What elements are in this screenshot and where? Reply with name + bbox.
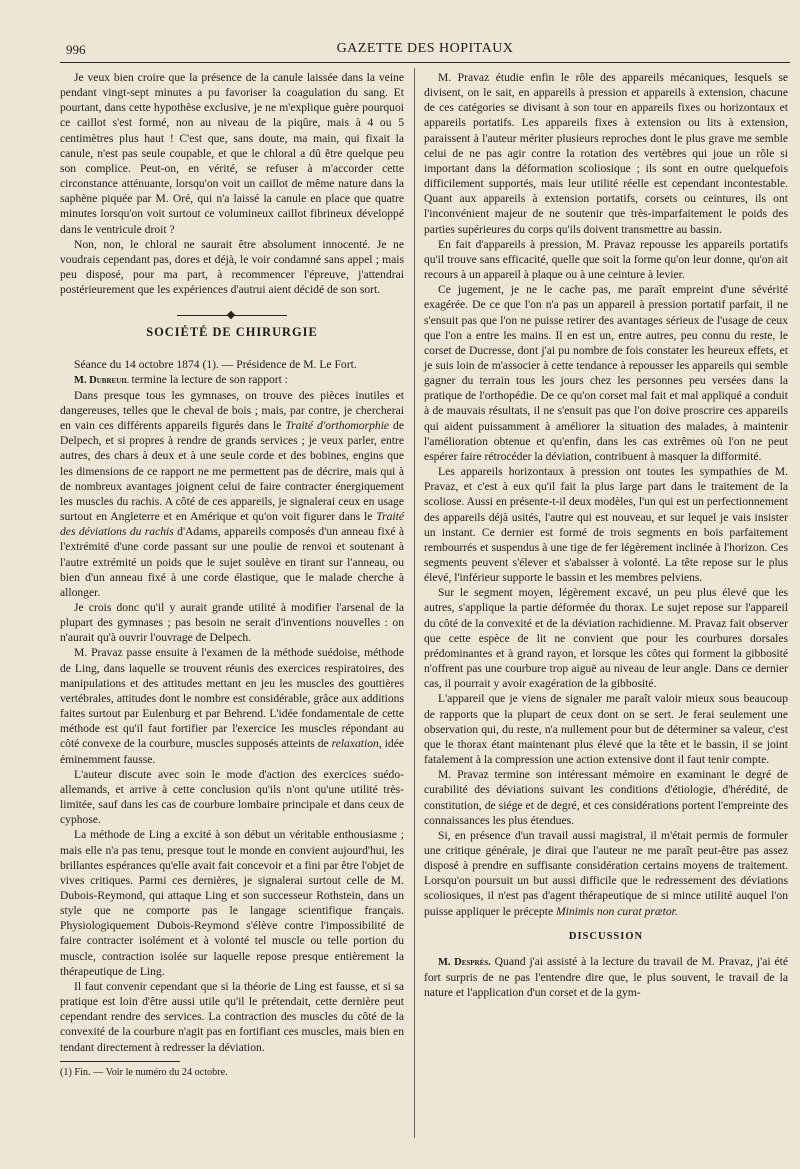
section-ornament <box>177 311 287 319</box>
paragraph <box>60 645 404 766</box>
paragraph-text: Si, en présence d'un travail aussi magistral, il m'était permis de formuler une critique générale, je dirai que l'auteur ne me paraît peut-être pas assez disposé à prendre en suffisante considération certains moyens de traitement. Lorsqu'on poursuit un but aussi difficile que le redressement des déviations scoliosiques, il n'est pas d'agent thérapeutique de si mince utilité auquel l'on puisse appliquer le précepte <box>424 828 788 918</box>
italic-term: relaxation <box>331 737 379 751</box>
paragraph: M. Pravaz étudie enfin le rôle des appareils mécaniques, lesquels se divisent, on le sait, en appareils à pression et appareils à extension, chacune de ces catégories se divisant à son tour en appareils fixes ou horizontaux et appareils portatifs. Les appareils fixes à extension ou lits à extension, paraissent à l'auteur mériter plusieurs reproches dont le plus grave me semble celui de ne pas agir contre la rotation des vertèbres qui joue un rôle si important dans la déformation scoliosique ; ils sont en outre quelquefois difficilement supportés, mais leur utilité réelle est cependant incontestable. Quant aux appareils à extension portatifs, corsets ou ceintures, ils ont l'inconvénient majeur de ne soutenir que très-imparfaitement le poids des parties supérieures du corps qu'ils doivent transmettre au bassin. <box>424 71 788 236</box>
paragraph: Non, non, le chloral ne saurait être absolument innocenté. Je ne voudrais cependant pas, dores et déjà, le voir condamné sans appel ; mais peu disposé, pour ma part, à recommencer l'épreuve, j'attendrai postérieurement que les expériences d'autrui aient décidé de son sort. <box>60 237 404 297</box>
paragraph-text: termine la lecture de son rapport : <box>128 372 288 386</box>
footnote: (1) Fin. — Voir le numéro du 24 octobre. <box>60 1066 228 1078</box>
paragraph-text: Dans presque tous les gymnases, on trouve des pièces inutiles et dangereuses, telles que le cheval de bois ; mais, par contre, je chercherai en vain ces différents appareils figurés dans le <box>60 388 404 433</box>
paragraph <box>424 954 788 1000</box>
paragraph: La méthode de Ling a excité à son début un véritable enthousiasme ; mais elle n'a pas tenu, presque tout le monde en convient aujourd'hui, les brillantes espérances qu'elle avait fait concevoir et a fini par être l'objet de vives critiques. Parmi ces dernières, je signalerai surtout celle de M. Dubois-Reymond, qui attaque Ling et son successeur Rothstein, dans un style que ne comporte pas le langage scientifique français. Physiologiquement Dubois-Reymond s'élève contre l'impossibilité de faire contracter isolément et à volonté tel muscle ou telle portion du muscle, contraction isolée sur laquelle repose presque entièrement la thérapeutique de Ling. <box>60 828 404 978</box>
session-line: Séance du 14 octobre 1874 (1). — Présidence de M. Le Fort. <box>74 357 357 371</box>
speaker-name: M. Després. <box>438 956 491 968</box>
paragraph <box>60 372 404 388</box>
paragraph-text: Quand j'ai assisté à la lecture du travail de M. Pravaz, j'ai été fort surpris de ne pas l'entendre dire que, le plus souvent, le travail de la nature et l'application d'un corset et de la gym- <box>424 954 788 1000</box>
paragraph: M. Pravaz termine son intéressant mémoire en examinant le degré de curabilité des déviations suivant les conditions d'étiologie, d'hérédité, de constitution, de siége et de degré, et ces considérations portent l'empreinte des connaissances les plus étendues. <box>424 768 788 827</box>
paragraph: L'appareil que je viens de signaler me paraît valoir mieux sous beaucoup de rapports que la plupart de ceux dont on se sert. Je ferai seulement une observation qui, du reste, n'a nullement pour but de déterminer sa valeur, c'est que le thorax étant maintenant plus élevé que la tête et le bassin, il se joint fatalement à la compression une action extensive dont il faut tenir compte. <box>424 692 788 767</box>
paragraph-text: de Delpech, et si propres à rendre de grands services ; je veux parler, entre autres, des chars à deux et à une seule corde et des bobines, engins que les dimensions de ce rapport ne me permettent pas de décrire, mais qui à de nombreux avantages joignent celui de faire contracter énergiquement les muscles du rachis. A côté de ces appareils, je signalerai ceux en usage surtout en Angleterre et en Amérique et qu'on voit figurer dans le <box>60 419 404 524</box>
column-divider <box>414 68 415 1138</box>
paragraph: Sur le segment moyen, légèrement excavé, un peu plus élevé que les autres, s'applique la partie déformée du thorax. Le sujet repose sur l'appareil du côté de la convexité et de la déviation rachidienne. M. Pravaz fait observer que cette espèce de lit ne convient que pour les courbures dorsales prédominantes et à grand rayon, et lorsque les côtes qui forment la gibbosité n'offrent pas une courbure trop aiguë au niveau de leur angle. Dans ce dernier cas, il pourrait y avoir exagération de la gibbosité. <box>424 586 788 691</box>
speaker-name: M. Dubreuil <box>74 374 129 386</box>
paragraph-text: M. Pravaz passe ensuite à l'examen de la méthode suédoise, méthode de Ling, dans laquelle se trouvent réunis des exercices respiratoires, des manipulations et des attitudes mettant en jeu les muscles des gouttières vertébrales, attitudes dont le nombre est considérable, grâce aux additions faites surtout par Eulenburg et par Behrend. L'idée fondamentale de cette méthode est qu'il faut fortifier par l'exercice les muscles répondant au côté convexe de la courbure, muscles supposés atteints de <box>60 646 404 751</box>
footnote-rule <box>60 1061 180 1062</box>
header-rule <box>60 62 790 63</box>
paragraph <box>60 388 404 600</box>
discussion-title: DISCUSSION <box>568 930 644 942</box>
right-column <box>424 70 788 1000</box>
book-title: Traité des déviations du rachis <box>60 510 404 539</box>
book-title: Traité d'orthomorphie <box>285 419 390 433</box>
paragraph <box>424 828 788 919</box>
latin-quote: Minimis non curat prætor. <box>556 904 678 918</box>
page-header <box>60 38 790 60</box>
ornament-diamond <box>227 311 235 319</box>
paragraph: Je veux bien croire que la présence de la canule laissée dans la veine pendant vingt-sept minutes a pu favoriser la coagulation du sang. Et pourtant, dans cette hypothèse exclusive, je ne m'explique guère pourquoi ce caillot s'est formé, non au niveau de la piqûre, mais à 4 ou 5 centimètres plus haut ! C'est que, sans doute, ma main, qui fixait la canule, n'est pas seule coupable, et que le chloral a dû être quelque peu son complice. Peut-on, en vérité, se refuser à m'accorder cette circonstance atténuante, lorsqu'on voit un caillot de même nature dans la saphène piquée par M. Oré, qui n'a laissé la canule en place que quatre minutes lorsqu'on voit surtout ce volumineux caillot fibrineux développé dans le ventricule droit ? <box>60 71 404 236</box>
paragraph: En fait d'appareils à pression, M. Pravaz repousse les appareils portatifs qu'il trouve sans efficacité, quelle que soit la forme qu'on leur donne, qu'on ait recours à un appareil à plaque ou à une ceinture à levier. <box>424 237 788 282</box>
paragraph: Ce jugement, je ne le cache pas, me paraît empreint d'une sévérité exagérée. De ce que l'on n'a pas un appareil à pression portatif parfait, il ne s'ensuit pas que l'on ne puisse retirer des avantages sérieux de l'usage de ceux que l'on a entre les mains. Il en est un, entre autres, peu connu du reste, le corset de Ducresse, dont j'ai pu nombre de fois constater les heureux effets, et je suis loin de m'associer à cette tendance à repousser les appareils qui semble gagner du terrain tous les jours chez les personnes peu versées dans la pratique de l'orthopédie. De ce qu'on corset mal fait et mal appliqué a conduit à de mauvais résultats, il ne s'ensuit pas que l'on doive proscrire ces appareils qui aident puissamment à améliorer la situation des malades, à maintenir l'amélioration obtenue et qu'enfin, dans les cas extrêmes où l'on ne peut espérer faire rétrocéder la déviation, contribuent à masquer la difformité. <box>424 283 788 463</box>
section-title: SOCIÉTÉ DE CHIRURGIE <box>146 325 318 340</box>
page-number: 996 <box>66 42 86 57</box>
paragraph-text: d'Adams, appareils composés d'un anneau fixé à l'extrémité d'une corde passant sur une poulie de renvoi et soutenant à l'autre extrémité un poids que le sujet soulève en tirant sur l'anneau, ou bien d'un anneau fixé à une corde élastique, que le malade cherche à allonger. <box>60 525 404 599</box>
paragraph: Il faut convenir cependant que si la théorie de Ling est fausse, et si sa pratique est loin d'être aussi utile qu'il le prétendait, cette dernière peut cependant rendre des services. La contraction des muscles du côté de la convexité de la courbure n'agit pas en fortifiant ces muscles, mais bien en tendant directement à redresser la déviation. <box>60 979 404 1054</box>
paragraph: Je crois donc qu'il y aurait grande utilité à modifier l'arsenal de la plupart des gymnases ; pas besoin ne serait d'inventions nouvelles : on n'aurait qu'à ouvrir l'ouvrage de Delpech. <box>60 601 404 645</box>
running-title: GAZETTE DES HOPITAUX <box>336 41 514 56</box>
paragraph: L'auteur discute avec soin le mode d'action des exercices suédo-allemands, et arrive à cette conclusion qu'ils n'ont qu'une utilité très-limitée, sauf dans les cas de courbure lombaire principale et dans ceux de cyphose. <box>60 767 404 827</box>
left-column <box>60 70 404 1079</box>
paragraph: Les appareils horizontaux à pression ont toutes les sympathies de M. Pravaz, et c'est à eux qu'il fait la plus large part dans le traitement de la scoliose. Aussi en présente-t-il deux modèles, l'un qui est un perfectionnement des appareils déjà usités, l'autre qui est nouveau, et sur lequel je vais insister un instant. Ce dernier est formé de trois segments en bois parfaitement rembourrés et suspendus à une tige de fer légèrement inclinée à l'horizon. Ces segments peuvent s'élever et s'abaisser à volonté. La tête repose sur le plus élevé, l'inférieur supporte le bassin et les membres pelviens. <box>424 465 788 585</box>
paragraph-text: , idée éminemment fausse. <box>60 737 405 766</box>
